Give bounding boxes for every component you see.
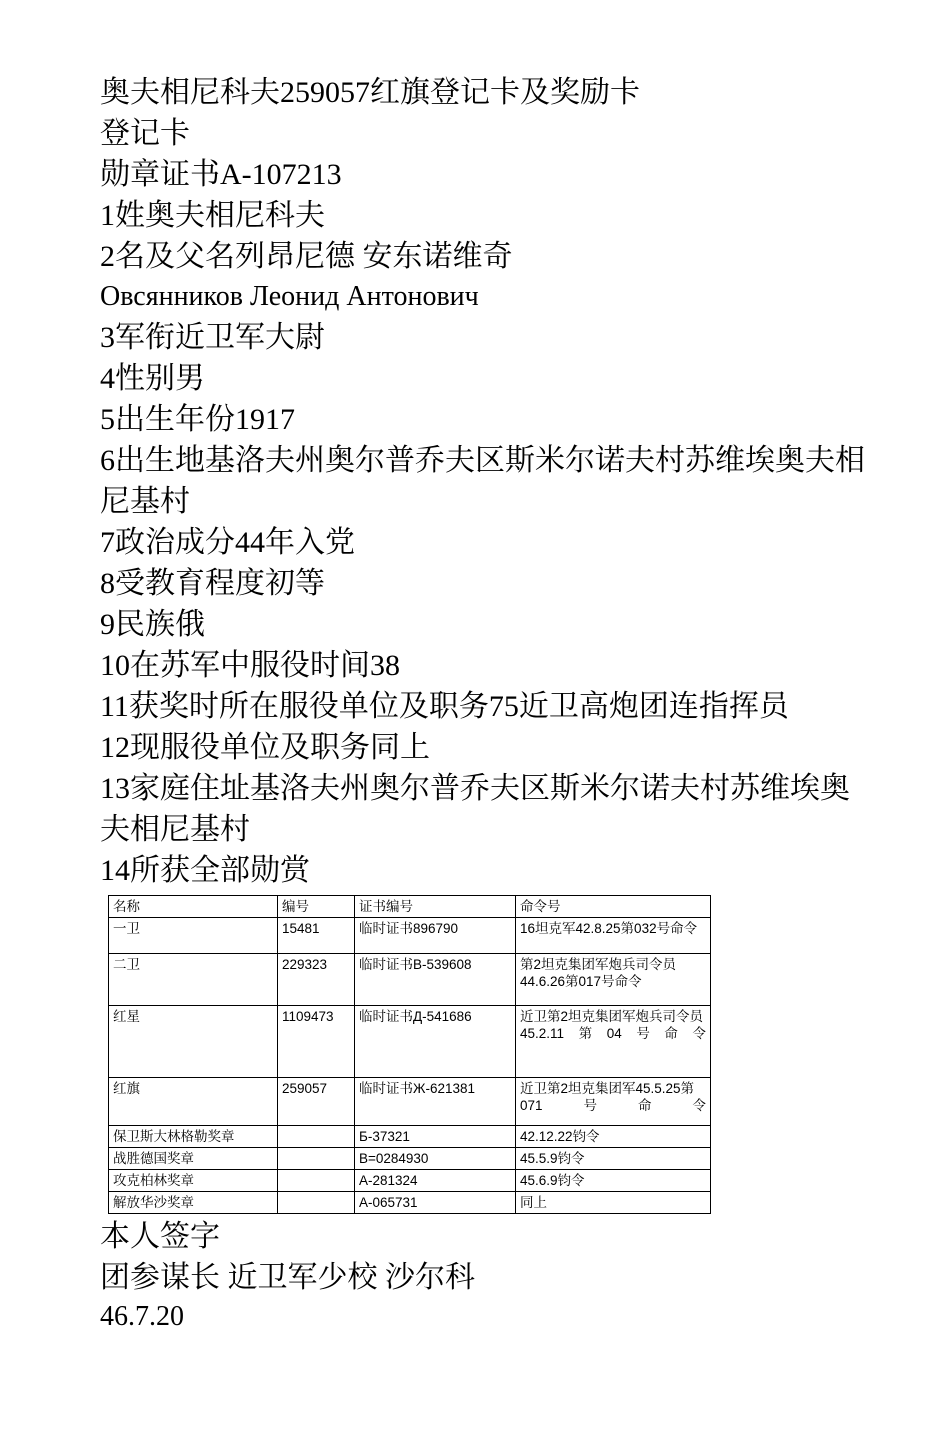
cell-order: 45.6.9钧令	[516, 1170, 711, 1192]
cell-name: 解放华沙奖章	[109, 1192, 278, 1214]
document-line-birthplace: 6出生地基洛夫州奥尔普乔夫区斯米尔诺夫村苏维埃奥夫相尼基村	[100, 444, 865, 518]
table-row	[109, 954, 711, 1006]
cell-number	[278, 1126, 355, 1148]
cell-certificate: A-065731	[355, 1192, 516, 1214]
column-header-certificate: 证书编号	[355, 896, 516, 918]
cell-number	[278, 1148, 355, 1170]
cell-order: 16坦克军42.8.25第032号命令	[516, 918, 711, 954]
document-line-gender: 4性别男	[100, 362, 205, 395]
cell-name: 一卫	[109, 918, 278, 954]
document-line-ethnicity: 9民族俄	[100, 608, 205, 641]
table-row	[109, 1126, 711, 1148]
cell-number	[278, 1192, 355, 1214]
cell-order: 45.5.9钧令	[516, 1148, 711, 1170]
cell-order: 42.12.22钧令	[516, 1126, 711, 1148]
document-date: 46.7.20	[100, 1301, 184, 1332]
document-line-surname: 1姓奥夫相尼科夫	[100, 199, 325, 232]
cell-name: 攻克柏林奖章	[109, 1170, 278, 1192]
document-line-unit-at-award: 11获奖时所在服役单位及职务75近卫高炮团连指挥员	[100, 690, 789, 723]
document-line-education: 8受教育程度初等	[100, 567, 325, 600]
document-line-birth-year: 5出生年份1917	[100, 403, 295, 436]
cell-number: 259057	[278, 1078, 355, 1126]
table-row	[109, 1148, 711, 1170]
document-line-political-status: 7政治成分44年入党	[100, 526, 355, 559]
cell-order: 第2坦克集团军炮兵司令员44.6.26第017号命令	[516, 954, 711, 1006]
table-header-row	[109, 896, 711, 918]
cell-number	[278, 1170, 355, 1192]
cell-number: 15481	[278, 918, 355, 954]
table-row	[109, 918, 711, 954]
table-row	[109, 1006, 711, 1078]
column-header-number: 编号	[278, 896, 355, 918]
cell-certificate: 临时证书896790	[355, 918, 516, 954]
cell-number: 1109473	[278, 1006, 355, 1078]
table-row	[109, 1078, 711, 1126]
cell-certificate: 临时证书Д-541686	[355, 1006, 516, 1078]
signature-label: 本人签字	[100, 1220, 220, 1253]
cell-order: 同上	[516, 1192, 711, 1214]
document-line-rank: 3军衔近卫军大尉	[100, 321, 325, 354]
document-line-all-awards: 14所获全部勋赏	[100, 854, 310, 887]
document-line-current-unit: 12现服役单位及职务同上	[100, 731, 430, 764]
officer-line: 团参谋长 近卫军少校 沙尔科	[100, 1261, 475, 1294]
document-line-given-patronymic: 2名及父名列昂尼德 安东诺维奇	[100, 240, 513, 273]
table-row	[109, 1192, 711, 1214]
document-line-russian-name: Овсянников Леонид Антонович	[100, 281, 479, 312]
column-header-name: 名称	[109, 896, 278, 918]
cell-name: 红旗	[109, 1078, 278, 1126]
cell-certificate: 临时证书Ж-621381	[355, 1078, 516, 1126]
document-line-medal-certificate: 勋章证书A-107213	[100, 158, 342, 191]
cell-certificate: A-281324	[355, 1170, 516, 1192]
cell-order: 近卫第2坦克集团军炮兵司令员45.2.11第04号命令	[516, 1006, 711, 1078]
cell-certificate: Б-37321	[355, 1126, 516, 1148]
document-line-home-address: 13家庭住址基洛夫州奥尔普乔夫区斯米尔诺夫村苏维埃奥夫相尼基村	[100, 772, 850, 846]
table-row	[109, 1170, 711, 1192]
document-line-registration-card: 登记卡	[100, 117, 190, 150]
cell-order: 近卫第2坦克集团军45.5.25第071号命令	[516, 1078, 711, 1126]
cell-certificate: B=0284930	[355, 1148, 516, 1170]
document-title: 奥夫相尼科夫259057红旗登记卡及奖励卡	[100, 76, 640, 109]
cell-name: 红星	[109, 1006, 278, 1078]
cell-number: 229323	[278, 954, 355, 1006]
column-header-order: 命令号	[516, 896, 711, 918]
cell-name: 战胜德国奖章	[109, 1148, 278, 1170]
awards-table	[108, 895, 711, 1214]
cell-name: 二卫	[109, 954, 278, 1006]
cell-name: 保卫斯大林格勒奖章	[109, 1126, 278, 1148]
cell-certificate: 临时证书B-539608	[355, 954, 516, 1006]
document-line-service-years: 10在苏军中服役时间38	[100, 649, 400, 682]
